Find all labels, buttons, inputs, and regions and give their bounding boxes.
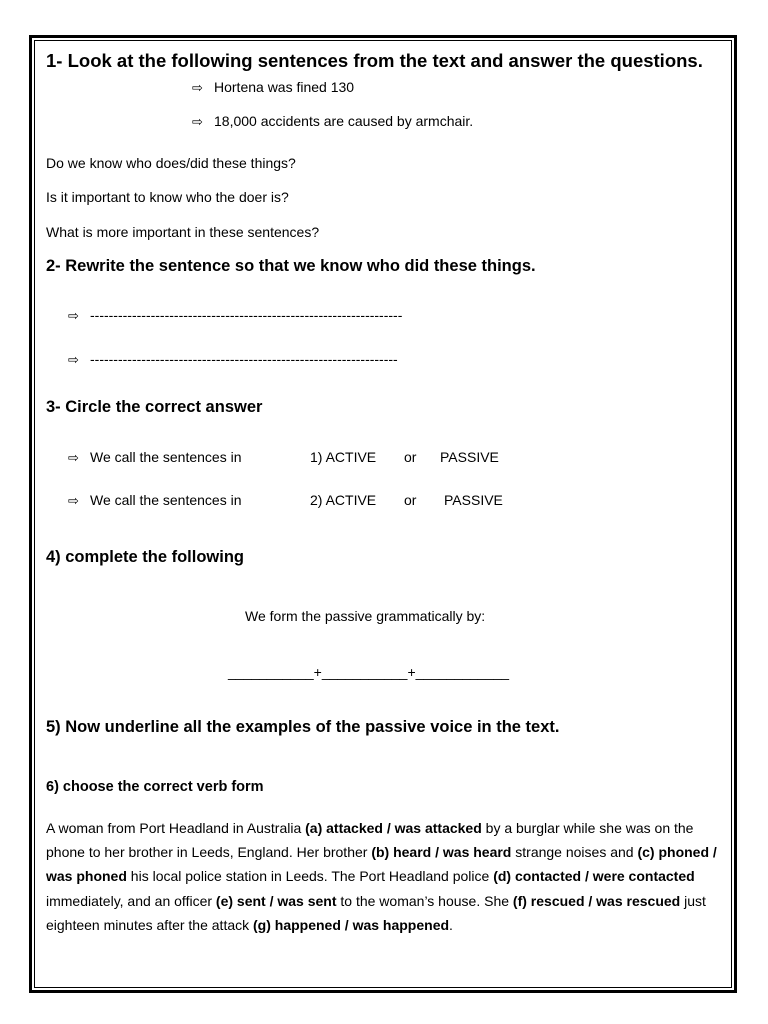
arrow-icon: ⇨ (68, 450, 79, 465)
choice-b[interactable]: (b) heard / was heard (371, 844, 512, 861)
choice-d[interactable]: (d) contacted / were contacted (493, 868, 695, 885)
question-1: Do we know who does/did these things? (46, 155, 296, 171)
arrow-icon: ⇨ (192, 114, 203, 129)
arrow-icon: ⇨ (68, 493, 79, 508)
choice-2-number: 2) ACTIVE (310, 492, 377, 508)
arrow-icon: ⇨ (192, 80, 203, 95)
section4-heading: 4) complete the following (46, 548, 245, 566)
choice-1-option[interactable]: PASSIVE (440, 449, 499, 465)
choice-1-or: or (404, 449, 417, 465)
example-1: ⇨ Hortena was fined 130 (192, 79, 355, 95)
answer-line-2[interactable]: ⇨ ------------------------------------------------------------------ (68, 351, 398, 367)
choice-a[interactable]: (a) attacked / was attacked (305, 820, 482, 836)
choice-c[interactable]: (c) phoned / was phoned (46, 844, 717, 885)
choice-2-or: or (404, 492, 417, 508)
section2-heading: 2- Rewrite the sentence so that we know who did these things. (46, 257, 536, 275)
answer-line-1[interactable]: ⇨ ------------------------------------------------------------------- (68, 307, 403, 323)
choice-row-2: ⇨ We call the sentences in (68, 492, 242, 508)
section5-heading: 5) Now underline all the examples of the passive voice in the text. (46, 718, 560, 736)
story-paragraph: A woman from Port Headland in Australia (a) attacked / was attacked by a burglar while she was on the phone to her brother in Leeds, England. Her brother (b) heard / was heard strange noises and (c) phoned / was phoned his local police station in Leeds. The Port Headland police (d) contacted / were contacted immediately, and an officer (e) sent / was sent to the woman’s house. She (f) rescued / was rescued just eighteen minutes after the attack (g) happened / was happened. (46, 820, 717, 933)
section3-heading: 3- Circle the correct answer (46, 398, 263, 416)
arrow-icon: ⇨ (68, 308, 79, 323)
choice-1-number: 1) ACTIVE (310, 449, 377, 465)
choice-f[interactable]: (f) rescued / was rescued (512, 892, 681, 909)
section6-heading: 6) choose the correct verb form (46, 779, 264, 795)
choice-row-1: ⇨ We call the sentences in (68, 449, 242, 465)
choice-g[interactable]: (g) happened / was happened (253, 916, 450, 933)
question-3: What is more important in these sentences? (46, 224, 320, 240)
arrow-icon: ⇨ (68, 352, 79, 367)
passive-formula-blanks[interactable]: ___________+___________+____________ (228, 664, 510, 680)
passive-formula-text: We form the passive grammatically by: (245, 608, 486, 624)
example-2: ⇨ 18,000 accidents are caused by armchair. (192, 113, 474, 129)
section1-heading: 1- Look at the following sentences from the text and answer the questions. (46, 50, 703, 71)
question-2: Is it important to know who the doer is? (46, 189, 289, 205)
choice-e[interactable]: (e) sent / was sent (215, 892, 337, 909)
choice-2-option[interactable]: PASSIVE (444, 492, 503, 508)
